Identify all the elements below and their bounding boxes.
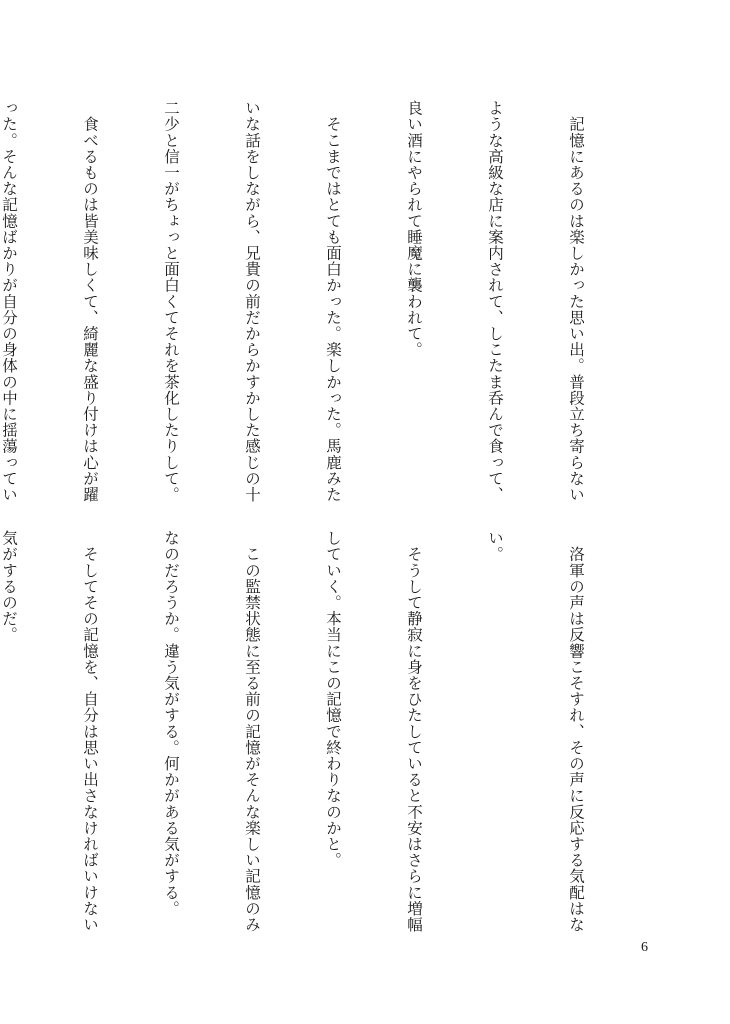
text-column: 食べるものは皆美味しくて、綺麗な盛り付けは心が躍 <box>81 100 99 503</box>
text-column: そうして静寂に身をひたしていると不安はさらに増幅 <box>405 530 423 933</box>
text-column: い。 <box>486 530 504 563</box>
text-column: 記憶にあるのは楽しかった思い出。普段立ち寄らない <box>567 100 585 503</box>
text-column: なのだろうか。違う気がする。何かがある気がする。 <box>162 530 180 917</box>
text-column: った。そんな記憶ばかりが自分の身体の中に揺蕩ってい <box>0 100 18 503</box>
text-column: この監禁状態に至る前の記憶がそんな楽しい記憶のみ <box>243 530 261 933</box>
text-column: ような高級な店に案内されて、しこたま呑んで食って、 <box>486 100 504 503</box>
text-column: いな話をしながら、兄貴の前だからかすかした感じの十 <box>243 100 261 503</box>
text-column: そしてその記憶を、自分は思い出さなければいけない <box>81 530 99 933</box>
text-column: していく。本当にこの記憶で終わりなのかと。 <box>324 530 342 869</box>
text-column: 洛軍の声は反響こそすれ、その声に反応する気配はな <box>567 530 585 933</box>
text-column: 気がするのだ。 <box>0 530 18 643</box>
text-column: 二少と信一がちょっと面白くてそれを茶化したりして。 <box>162 100 180 503</box>
page-number: 6 <box>641 940 648 955</box>
top-text-block <box>0 100 643 503</box>
text-column: 良い酒にやられて睡魔に襲われて。 <box>405 100 423 358</box>
bottom-text-block <box>0 530 643 933</box>
text-column: そこまではとても面白かった。楽しかった。馬鹿みた <box>324 100 342 503</box>
